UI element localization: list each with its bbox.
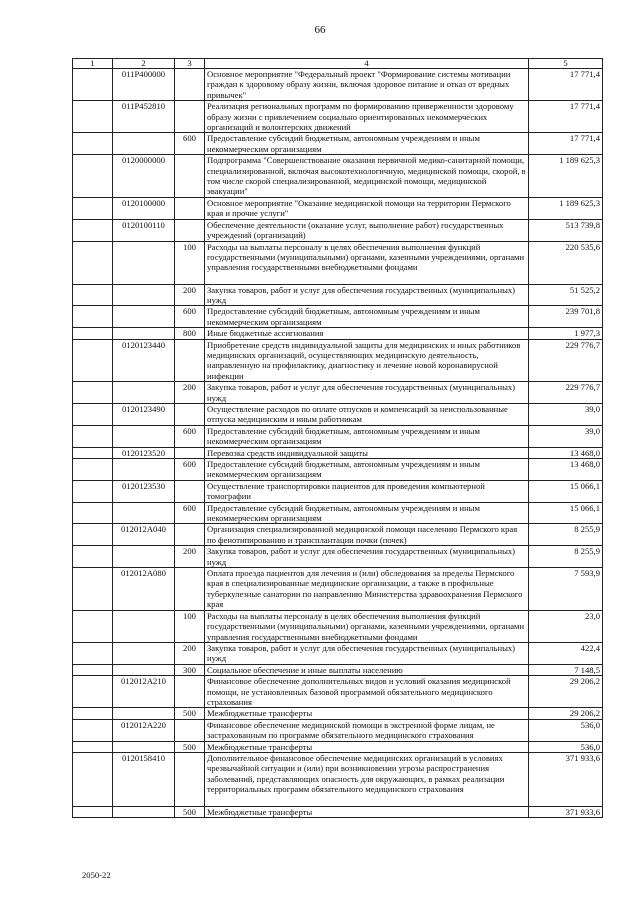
cell-amount: 229 776,7 bbox=[529, 339, 603, 382]
cell-code: 011P400000 bbox=[113, 69, 175, 101]
table-row bbox=[73, 425, 603, 447]
cell-type: 600 bbox=[175, 133, 205, 155]
cell-blank bbox=[73, 642, 113, 664]
cell-amount: 371 933,6 bbox=[529, 806, 603, 817]
table-row bbox=[73, 741, 603, 752]
header-col-3: 3 bbox=[175, 59, 205, 69]
cell-desc: Оплата проезда пациентов для лечения и (или) обследования за пределы Пермского края в специализированные медицинские организации, а также в профильные туберкулезные санатории по направлению Министерства здравоохранения Пермского края bbox=[205, 568, 529, 611]
cell-desc: Межбюджетные трансферты bbox=[205, 741, 529, 752]
cell-desc: Межбюджетные трансферты bbox=[205, 708, 529, 719]
cell-desc: Организация специализированной медицинской помощи населению Пермского края по фенотипированию и трансплантации почки (почек) bbox=[205, 524, 529, 546]
cell-amount: 1 189 625,3 bbox=[529, 197, 603, 219]
cell-desc: Закупка товаров, работ и услуг для обеспечения государственных (муниципальных) нужд bbox=[205, 642, 529, 664]
table-body bbox=[73, 69, 603, 818]
cell-code bbox=[113, 284, 175, 306]
cell-code bbox=[113, 546, 175, 568]
cell-type: 600 bbox=[175, 306, 205, 328]
cell-code: 0120000000 bbox=[113, 155, 175, 198]
cell-blank bbox=[73, 741, 113, 752]
cell-amount: 29 206,2 bbox=[529, 676, 603, 708]
cell-type: 300 bbox=[175, 664, 205, 675]
header-col-1: 1 bbox=[73, 59, 113, 69]
cell-amount: 536,0 bbox=[529, 741, 603, 752]
cell-desc: Основное мероприятие "Федеральный проект "Формирование системы мотивации граждан к здоровому образу жизни, включая здоровое питание и отказ от вредных привычек" bbox=[205, 69, 529, 101]
cell-type: 500 bbox=[175, 708, 205, 719]
cell-desc: Закупка товаров, работ и услуг для обеспечения государственных (муниципальных) нужд bbox=[205, 546, 529, 568]
table-row bbox=[73, 459, 603, 481]
cell-type: 600 bbox=[175, 459, 205, 481]
table-row bbox=[73, 610, 603, 642]
table-row bbox=[73, 219, 603, 241]
header-col-4: 4 bbox=[205, 59, 529, 69]
cell-desc: Основное мероприятие "Оказание медицинской помощи на территории Пермского края и прочие услуги" bbox=[205, 197, 529, 219]
cell-amount: 8 255,9 bbox=[529, 524, 603, 546]
cell-amount: 39,0 bbox=[529, 403, 603, 425]
cell-code bbox=[113, 133, 175, 155]
table-row bbox=[73, 328, 603, 339]
cell-desc: Расходы на выплаты персоналу в целях обеспечения выполнения функций государственными (муниципальными) органами, казенными учреждениями, органами управления государственными внебюджетными фондами bbox=[205, 241, 529, 284]
cell-desc: Расходы на выплаты персоналу в целях обеспечения выполнения функций государственными (муниципальными) органами, казенными учреждениями, органами управления государственными внебюджетными фондами bbox=[205, 610, 529, 642]
cell-amount: 229 776,7 bbox=[529, 382, 603, 404]
cell-code bbox=[113, 241, 175, 284]
table-row bbox=[73, 502, 603, 524]
table-row bbox=[73, 568, 603, 611]
header-col-5: 5 bbox=[529, 59, 603, 69]
cell-blank bbox=[73, 752, 113, 806]
cell-desc: Приобретение средств индивидуальной защиты для медицинских и иных работников медицинских организаций, осуществляющих медицинскую деятельность, направленную на профилактику, диагностику и лечение новой коронавирусной инфекции bbox=[205, 339, 529, 382]
cell-amount: 536,0 bbox=[529, 719, 603, 741]
cell-desc: Финансовое обеспечение дополнительных видов и условий оказания медицинской помощи, не установленных базовой программой обязательного медицинского страхования bbox=[205, 676, 529, 708]
cell-amount: 239 701,8 bbox=[529, 306, 603, 328]
cell-blank bbox=[73, 502, 113, 524]
cell-amount: 1 977,3 bbox=[529, 328, 603, 339]
cell-desc: Предоставление субсидий бюджетным, автономным учреждениям и иным некоммерческим организациям bbox=[205, 306, 529, 328]
cell-code bbox=[113, 459, 175, 481]
cell-desc: Иные бюджетные ассигнования bbox=[205, 328, 529, 339]
page-number: 66 bbox=[314, 24, 326, 36]
cell-desc: Реализация региональных программ по формированию приверженности здоровому образу жизни с привлечением социально ориентированных некоммерческих организаций и волонтерских движений bbox=[205, 101, 529, 133]
cell-amount: 7 148,5 bbox=[529, 664, 603, 675]
cell-type: 200 bbox=[175, 382, 205, 404]
cell-type bbox=[175, 101, 205, 133]
cell-amount: 13 468,0 bbox=[529, 459, 603, 481]
cell-code bbox=[113, 806, 175, 817]
table-row bbox=[73, 284, 603, 306]
cell-type: 100 bbox=[175, 241, 205, 284]
cell-amount: 17 771,4 bbox=[529, 69, 603, 101]
cell-code bbox=[113, 664, 175, 675]
cell-blank bbox=[73, 155, 113, 198]
cell-amount: 1 189 625,3 bbox=[529, 155, 603, 198]
table-row bbox=[73, 708, 603, 719]
cell-desc: Социальное обеспечение и иные выплаты населению bbox=[205, 664, 529, 675]
cell-code bbox=[113, 502, 175, 524]
cell-amount: 15 066,1 bbox=[529, 480, 603, 502]
table-row bbox=[73, 241, 603, 284]
cell-desc: Обеспечение деятельности (оказание услуг, выполнение работ) государственных учреждений (организаций) bbox=[205, 219, 529, 241]
cell-code: 012012А080 bbox=[113, 568, 175, 611]
cell-amount: 422,4 bbox=[529, 642, 603, 664]
cell-desc: Закупка товаров, работ и услуг для обеспечения государственных (муниципальных) нужд bbox=[205, 382, 529, 404]
cell-type bbox=[175, 403, 205, 425]
cell-blank bbox=[73, 133, 113, 155]
table-row bbox=[73, 664, 603, 675]
cell-desc: Предоставление субсидий бюджетным, автономным учреждениям и иным некоммерческим организациям bbox=[205, 459, 529, 481]
table-row bbox=[73, 69, 603, 101]
table-row bbox=[73, 524, 603, 546]
cell-blank bbox=[73, 284, 113, 306]
cell-desc: Осуществление расходов по оплате отпусков и компенсаций за неиспользованные отпуска медицинским и иным работникам bbox=[205, 403, 529, 425]
cell-blank bbox=[73, 241, 113, 284]
cell-type: 500 bbox=[175, 741, 205, 752]
cell-code: 0120100000 bbox=[113, 197, 175, 219]
footer-code: 2050-22 bbox=[82, 870, 111, 880]
cell-blank bbox=[73, 676, 113, 708]
cell-code bbox=[113, 425, 175, 447]
cell-blank bbox=[73, 403, 113, 425]
cell-type bbox=[175, 752, 205, 806]
table-row bbox=[73, 306, 603, 328]
cell-type: 100 bbox=[175, 610, 205, 642]
cell-code bbox=[113, 382, 175, 404]
table-row bbox=[73, 133, 603, 155]
cell-blank bbox=[73, 610, 113, 642]
cell-amount: 13 468,0 bbox=[529, 447, 603, 458]
cell-blank bbox=[73, 806, 113, 817]
cell-blank bbox=[73, 480, 113, 502]
table-row bbox=[73, 382, 603, 404]
cell-blank bbox=[73, 197, 113, 219]
cell-type: 200 bbox=[175, 546, 205, 568]
cell-type bbox=[175, 447, 205, 458]
cell-blank bbox=[73, 306, 113, 328]
cell-code: 012012А210 bbox=[113, 676, 175, 708]
cell-blank bbox=[73, 459, 113, 481]
cell-type bbox=[175, 219, 205, 241]
cell-amount: 51 525,2 bbox=[529, 284, 603, 306]
cell-code bbox=[113, 642, 175, 664]
cell-desc: Межбюджетные трансферты bbox=[205, 806, 529, 817]
cell-type bbox=[175, 69, 205, 101]
cell-type bbox=[175, 719, 205, 741]
cell-amount: 7 593,9 bbox=[529, 568, 603, 611]
cell-amount: 29 206,2 bbox=[529, 708, 603, 719]
cell-blank bbox=[73, 546, 113, 568]
cell-type: 200 bbox=[175, 642, 205, 664]
cell-blank bbox=[73, 719, 113, 741]
cell-type bbox=[175, 568, 205, 611]
cell-blank bbox=[73, 101, 113, 133]
cell-type: 800 bbox=[175, 328, 205, 339]
cell-desc: Подпрограмма "Совершенствование оказания первичной медико-санитарной помощи, специализированной, включая высокотехнологичную, медицинской помощи, скорой, в том числе скорой специализированной, медицинской помощи, медицинской эвакуации" bbox=[205, 155, 529, 198]
cell-code bbox=[113, 708, 175, 719]
table-row bbox=[73, 197, 603, 219]
cell-type: 500 bbox=[175, 806, 205, 817]
cell-code: 0120100110 bbox=[113, 219, 175, 241]
cell-amount: 513 739,8 bbox=[529, 219, 603, 241]
cell-type bbox=[175, 676, 205, 708]
cell-type bbox=[175, 155, 205, 198]
cell-code: 0120158410 bbox=[113, 752, 175, 806]
cell-desc: Перевозка средств индивидуальной защиты bbox=[205, 447, 529, 458]
cell-blank bbox=[73, 328, 113, 339]
cell-blank bbox=[73, 339, 113, 382]
cell-amount: 17 771,4 bbox=[529, 101, 603, 133]
cell-code bbox=[113, 741, 175, 752]
cell-blank bbox=[73, 708, 113, 719]
table-row bbox=[73, 101, 603, 133]
cell-type bbox=[175, 480, 205, 502]
cell-code bbox=[113, 328, 175, 339]
cell-amount: 371 933,6 bbox=[529, 752, 603, 806]
cell-code bbox=[113, 306, 175, 328]
cell-type bbox=[175, 339, 205, 382]
cell-blank bbox=[73, 664, 113, 675]
cell-blank bbox=[73, 447, 113, 458]
cell-amount: 220 535,6 bbox=[529, 241, 603, 284]
cell-type bbox=[175, 197, 205, 219]
table-row bbox=[73, 480, 603, 502]
cell-blank bbox=[73, 425, 113, 447]
cell-desc: Предоставление субсидий бюджетным, автономным учреждениям и иным некоммерческим организациям bbox=[205, 425, 529, 447]
cell-type: 200 bbox=[175, 284, 205, 306]
table-row bbox=[73, 676, 603, 708]
cell-code: 012012А220 bbox=[113, 719, 175, 741]
cell-amount: 39,0 bbox=[529, 425, 603, 447]
cell-amount: 17 771,4 bbox=[529, 133, 603, 155]
cell-type: 600 bbox=[175, 425, 205, 447]
cell-code: 0120123440 bbox=[113, 339, 175, 382]
header-col-2: 2 bbox=[113, 59, 175, 69]
table-row bbox=[73, 642, 603, 664]
cell-blank bbox=[73, 524, 113, 546]
cell-amount: 8 255,9 bbox=[529, 546, 603, 568]
cell-amount: 23,0 bbox=[529, 610, 603, 642]
cell-code bbox=[113, 610, 175, 642]
cell-blank bbox=[73, 382, 113, 404]
cell-type bbox=[175, 524, 205, 546]
table-row bbox=[73, 719, 603, 741]
table-row bbox=[73, 155, 603, 198]
header-row bbox=[73, 59, 603, 69]
table-row bbox=[73, 752, 603, 806]
cell-desc: Осуществление транспортировки пациентов для проведения компьютерной томографии bbox=[205, 480, 529, 502]
cell-code: 012012А040 bbox=[113, 524, 175, 546]
budget-table bbox=[72, 58, 603, 818]
table-row bbox=[73, 806, 603, 817]
cell-amount: 15 066,1 bbox=[529, 502, 603, 524]
cell-blank bbox=[73, 219, 113, 241]
table-row bbox=[73, 546, 603, 568]
cell-code: 0120123530 bbox=[113, 480, 175, 502]
cell-desc: Предоставление субсидий бюджетным, автономным учреждениям и иным некоммерческим организациям bbox=[205, 502, 529, 524]
table-row bbox=[73, 339, 603, 382]
cell-desc: Предоставление субсидий бюджетным, автономным учреждениям и иным некоммерческим организациям bbox=[205, 133, 529, 155]
table-row bbox=[73, 447, 603, 458]
cell-desc: Финансовое обеспечение медицинской помощи в экстренной форме лицам, не застрахованным по программе обязательного медицинского страхования bbox=[205, 719, 529, 741]
cell-code: 0120123520 bbox=[113, 447, 175, 458]
cell-code: 0120123490 bbox=[113, 403, 175, 425]
cell-blank bbox=[73, 69, 113, 101]
cell-desc: Закупка товаров, работ и услуг для обеспечения государственных (муниципальных) нужд bbox=[205, 284, 529, 306]
cell-code: 011P452810 bbox=[113, 101, 175, 133]
table-row bbox=[73, 403, 603, 425]
table-header bbox=[73, 59, 603, 69]
cell-blank bbox=[73, 568, 113, 611]
cell-desc: Дополнительное финансовое обеспечение медицинских организаций в условиях чрезвычайной ситуации и (или) при возникновении угрозы распространения заболеваний, представляющих опасность для окружающих, в рамках реализации территориальных программ обязательного медицинского страхования bbox=[205, 752, 529, 806]
cell-type: 600 bbox=[175, 502, 205, 524]
